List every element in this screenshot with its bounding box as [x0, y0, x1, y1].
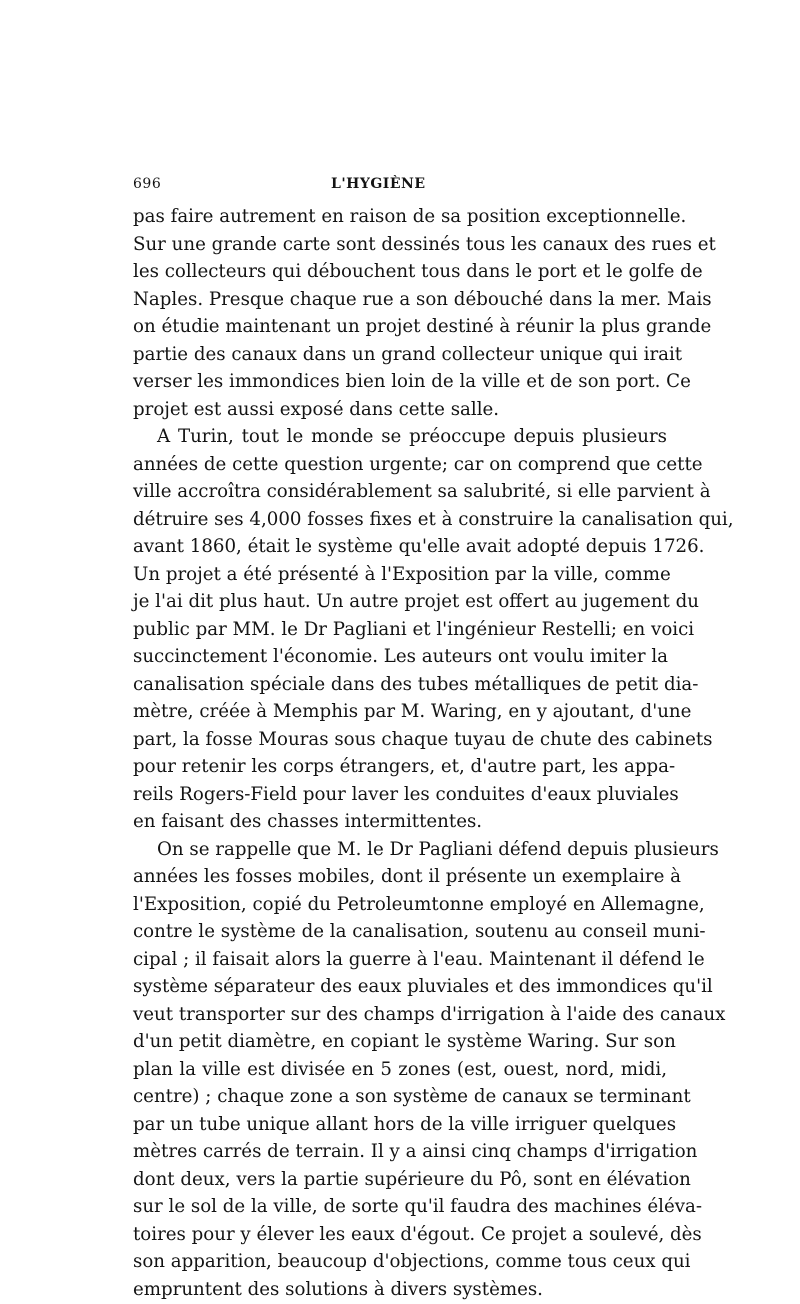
text-line: projet est aussi exposé dans cette salle.	[133, 398, 500, 420]
text-line: cipal ; il faisait alors la guerre à l'eau. Maintenant il défend le	[133, 948, 705, 970]
text-line: l'Exposition, copié du Petroleumtonne employé en Allemagne,	[133, 893, 705, 915]
text-line: Un projet a été présenté à l'Exposition par la ville, comme	[133, 563, 671, 585]
text-line: plan la ville est divisée en 5 zones (est, ouest, nord, midi,	[133, 1058, 667, 1080]
text-line: je l'ai dit plus haut. Un autre projet est offert au jugement du	[133, 591, 699, 612]
body-text	[133, 203, 734, 1303]
text-line: d'un petit diamètre, en copiant le système Waring. Sur son	[133, 1031, 676, 1052]
text-line: par un tube unique allant hors de la ville irriguer quelques	[133, 1113, 677, 1135]
text-line: centre) ; chaque zone a son système de canaux se terminant	[133, 1086, 691, 1107]
text-line: mètres carrés de terrain. Il y a ainsi cinq champs d'irrigation	[133, 1141, 698, 1162]
text-line: On se rappelle que M. le Dr Pagliani défend depuis plusieurs	[157, 838, 719, 860]
running-title: L'HYGIÈNE	[331, 176, 426, 192]
text-line: part, la fosse Mouras sous chaque tuyau de chute des cabinets	[133, 728, 713, 750]
running-head	[133, 176, 667, 198]
text-line: contre le système de la canalisation, soutenu au conseil muni-	[133, 921, 706, 942]
text-line: son apparition, beaucoup d'objections, comme tous ceux qui	[133, 1251, 691, 1272]
text-line: empruntent des solutions à divers systèmes.	[133, 1278, 543, 1300]
text-line: avant 1860, était le système qu'elle avait adopté depuis 1726.	[133, 536, 705, 557]
text-line: toires pour y élever les eaux d'égout. Ce projet a soulevé, dès	[133, 1223, 702, 1245]
paragraphs-container	[133, 203, 734, 1303]
paragraph	[133, 203, 716, 423]
text-line: on étudie maintenant un projet destiné à réunir la plus grande	[133, 316, 712, 337]
text-line: succinctement l'économie. Les auteurs ont voulu imiter la	[133, 646, 668, 667]
text-line: verser les immondices bien loin de la ville et de son port. Ce	[133, 371, 691, 392]
text-line: A Turin, tout le monde se préoccupe depuis plusieurs	[157, 426, 667, 447]
text-line: mètre, créée à Memphis par M. Waring, en y ajoutant, d'une	[133, 701, 692, 722]
text-line: reils Rogers-Field pour laver les conduites d'eaux pluviales	[133, 783, 679, 805]
text-line: pour retenir les corps étrangers, et, d'autre part, les appa-	[133, 756, 676, 777]
paragraph	[133, 423, 734, 836]
text-line: sur le sol de la ville, de sorte qu'il faudra des machines éléva-	[133, 1196, 703, 1217]
text-line: partie des canaux dans un grand collecteur unique qui irait	[133, 343, 683, 365]
text-line: pas faire autrement en raison de sa position exceptionnelle.	[133, 206, 687, 227]
text-line: en faisant des chasses intermittentes.	[133, 811, 483, 832]
text-line: dont deux, vers la partie supérieure du Pô, sont en élévation	[133, 1168, 691, 1190]
text-line: public par MM. le Dr Pagliani et l'ingénieur Restelli; en voici	[133, 618, 695, 640]
text-line: Naples. Presque chaque rue a son débouché dans la mer. Mais	[133, 288, 712, 310]
text-line: Sur une grande carte sont dessinés tous les canaux des rues et	[133, 233, 716, 255]
text-line: ville accroîtra considérablement sa salubrité, si elle parvient à	[133, 481, 711, 502]
text-line: les collecteurs qui débouchent tous dans le port et le golfe de	[133, 261, 703, 282]
text-line: années les fosses mobiles, dont il présente un exemplaire à	[133, 866, 681, 887]
text-line: veut transporter sur des champs d'irrigation à l'aide des canaux	[133, 1003, 726, 1025]
text-line: canalisation spéciale dans des tubes métalliques de petit dia-	[133, 673, 699, 695]
text-line: détruire ses 4,000 fosses fixes et à construire la canalisation qui,	[133, 508, 734, 530]
text-line: années de cette question urgente; car on comprend que cette	[133, 453, 703, 475]
text-line: système séparateur des eaux pluviales et des immondices qu'il	[133, 976, 713, 997]
page-number: 696	[133, 176, 162, 192]
paragraph	[133, 836, 726, 1304]
